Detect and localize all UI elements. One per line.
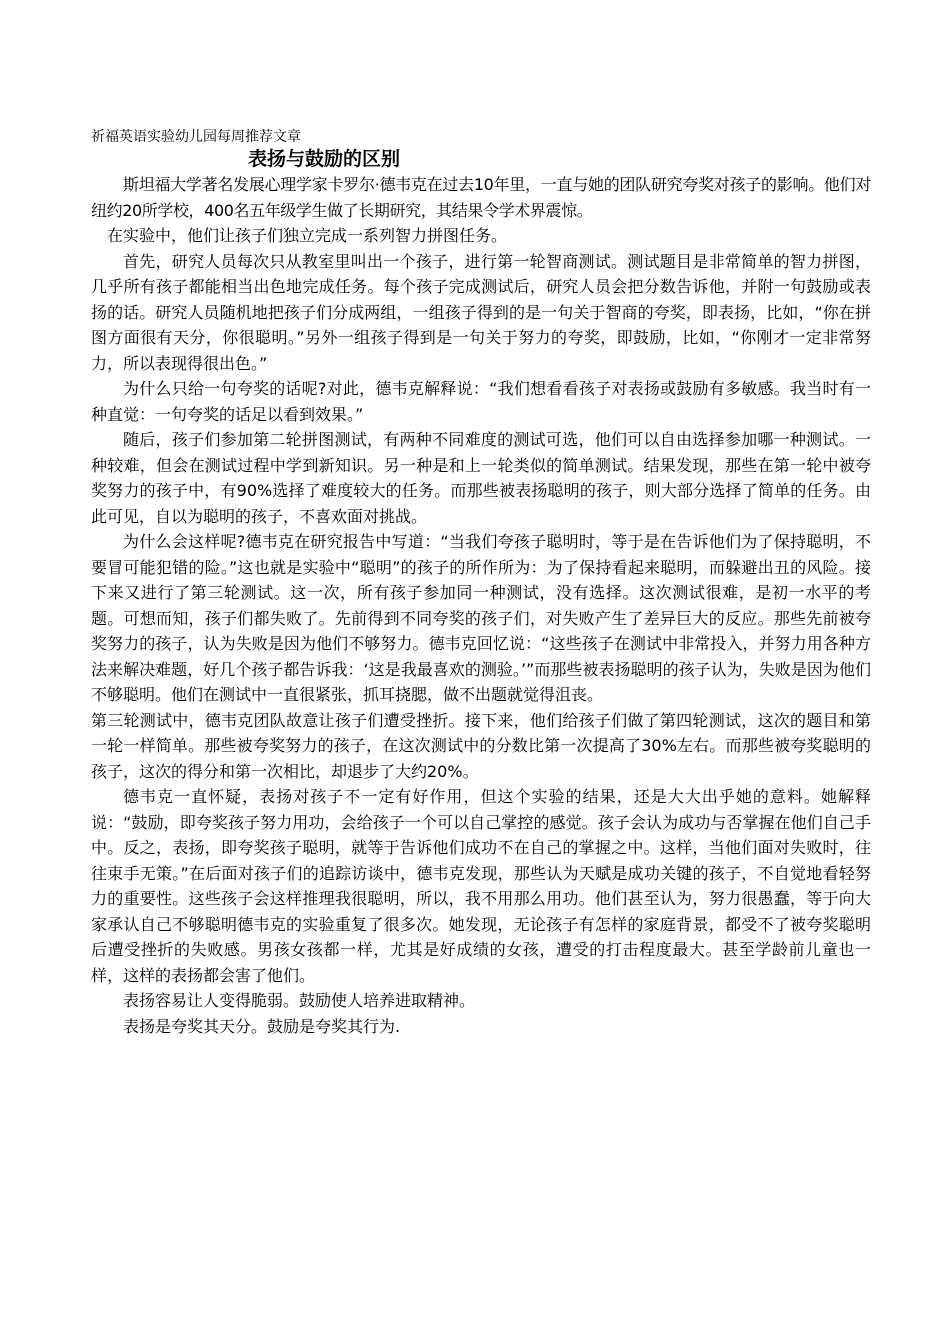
paragraph-round-three: 为什么会这样呢?德韦克在研究报告中写道：“当我们夸孩子聪明时，等于是在告诉他们为了保持聪明，不要冒可能犯错的险。”这也就是实验中“聪明”的孩子的所作所为：为了保持看起来聪明，而躲避出丑的风险。接下来又进行了第三轮测试。这一次，所有孩子参加同一种测试，没有选择。这次测试很难，是初一水平的考题。可想而知，孩子们都失败了。先前得到不同夸奖的孩子们，对失败产生了差异巨大的反应。那些先前被夸奖努力的孩子，认为失败是因为他们不够努力。德韦克回忆说：“这些孩子在测试中非常投入，并努力用各种方法来解决难题，好几个孩子都告诉我：‘这是我最喜欢的测验。’”而那些被表扬聪明的孩子认为，失败是因为他们不够聪明。他们在测试中一直很紧张，抓耳挠腮，做不出题就觉得沮丧。 (91, 532, 871, 704)
document-header: 祈福英语实验幼儿园每周推荐文章 (91, 129, 301, 145)
paragraph-round-two: 随后，孩子们参加第二轮拼图测试，有两种不同难度的测试可选，他们可以自由选择参加哪一种测试。一种较难，但会在测试过程中学到新知识。另一种是和上一轮类似的简单测试。结果发现，那些在第一轮中被夸奖努力的孩子中，有90%选择了难度较大的任务。而那些被表扬聪明的孩子，则大部分选择了简单的任务。由此可见，自以为聪明的孩子，不喜欢面对挑战。 (91, 430, 871, 526)
paragraph-intro: 斯坦福大学著名发展心理学家卡罗尔·德韦克在过去10年里，一直与她的团队研究夸奖对孩子的影响。他们对纽约20所学校，400名五年级学生做了长期研究，其结果令学术界震惊。 (91, 175, 871, 220)
paragraph-round-one: 首先，研究人员每次只从教室里叫出一个孩子，进行第一轮智商测试。测试题目是非常简单的智力拼图，几乎所有孩子都能相当出色地完成任务。每个孩子完成测试后，研究人员会把分数告诉他，并附一句鼓励或表扬的话。研究人员随机地把孩子们分成两组，一组孩子得到的是一句关于智商的夸奖，即表扬，比如，“你在拼图方面很有天分，你很聪明。”另外一组孩子得到是一句关于努力的夸奖，即鼓励，比如，“你刚才一定非常努力，所以表现得很出色。” (91, 251, 871, 373)
paragraph-why-one-praise: 为什么只给一句夸奖的话呢?对此，德韦克解释说：“我们想看看孩子对表扬或鼓励有多敏感。我当时有一种直觉：一句夸奖的话足以看到效果。” (91, 379, 871, 424)
document-page (91, 128, 871, 1039)
paragraph-experiment-setup: 在实验中，他们让孩子们独立完成一系列智力拼图任务。 (107, 226, 508, 245)
paragraph-summary-one: 表扬容易让人变得脆弱。鼓励使人培养进取精神。 (123, 991, 476, 1010)
paragraph-conclusion: 德韦克一直怀疑，表扬对孩子不一定有好作用，但这个实验的结果，还是大大出乎她的意料。她解释说：“鼓励，即夸奖孩子努力用功，会给孩子一个可以自己掌控的感觉。孩子会认为成功与否掌握在他们自己手中。反之，表扬，即夸奖孩子聪明，就等于告诉他们成功不在自己的掌握之中。这样，当他们面对失败时，往往束手无策。”在后面对孩子们的追踪访谈中，德韦克发现，那些认为天赋是成功关键的孩子，不自觉地看轻努力的重要性。这些孩子会这样推理我很聪明，所以，我不用那么用功。他们甚至认为，努力很愚蠢，等于向大家承认自己不够聪明德韦克的实验重复了很多次。她发现，无论孩子有怎样的家庭背景，都受不了被夸奖聪明后遭受挫折的失败感。男孩女孩都一样，尤其是好成绩的女孩，遭受的打击程度最大。甚至学龄前儿童也一样，这样的表扬都会害了他们。 (91, 787, 871, 985)
document-title: 表扬与鼓励的区别 (248, 148, 401, 170)
paragraph-summary-two: 表扬是夸奖其天分。鼓励是夸奖其行为. (123, 1016, 401, 1036)
paragraph-round-four: 第三轮测试中，德韦克团队故意让孩子们遭受挫折。接下来，他们给孩子们做了第四轮测试，这次的题目和第一轮一样简单。那些被夸奖努力的孩子，在这次测试中的分数比第一次提高了30%左右。而那些被夸奖聪明的孩子，这次的得分和第一次相比，却退步了大约20%。 (91, 710, 871, 781)
